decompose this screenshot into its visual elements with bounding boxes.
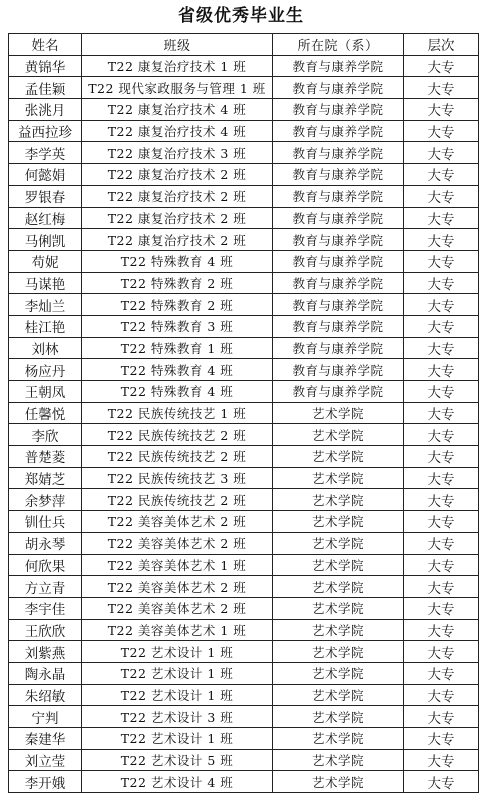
- level-cell: 大专: [404, 532, 479, 554]
- level-cell: 大专: [404, 771, 479, 793]
- level-cell: 大专: [404, 749, 479, 771]
- level-cell: 大专: [404, 554, 479, 576]
- college-cell: 艺术学院: [273, 532, 404, 554]
- class-cell: T22 艺术设计 1 班: [82, 662, 273, 684]
- level-cell: 大专: [404, 77, 479, 99]
- level-cell: 大专: [404, 337, 479, 359]
- level-cell: 大专: [404, 597, 479, 619]
- class-cell: T22 美容美体艺术 2 班: [82, 576, 273, 598]
- class-cell: T22 特殊教育 2 班: [82, 272, 273, 294]
- class-cell: T22 康复治疗技术 2 班: [82, 185, 273, 207]
- name-cell: 刘林: [9, 337, 82, 359]
- table-row: [9, 77, 479, 99]
- name-cell: 郑婧芝: [9, 467, 82, 489]
- class-cell: T22 特殊教育 4 班: [82, 381, 273, 403]
- name-cell: 苟妮: [9, 250, 82, 272]
- table-row: [9, 250, 479, 272]
- level-cell: 大专: [404, 294, 479, 316]
- class-cell: T22 康复治疗技术 2 班: [82, 229, 273, 251]
- college-cell: 艺术学院: [273, 597, 404, 619]
- table-row: [9, 532, 479, 554]
- name-cell: 李宇佳: [9, 597, 82, 619]
- table-row: [9, 164, 479, 186]
- class-cell: T22 美容美体艺术 1 班: [82, 619, 273, 641]
- table-row: [9, 771, 479, 793]
- class-cell: T22 艺术设计 1 班: [82, 684, 273, 706]
- level-cell: 大专: [404, 272, 479, 294]
- name-cell: 何懿娟: [9, 164, 82, 186]
- class-cell: T22 特殊教育 4 班: [82, 359, 273, 381]
- college-cell: 教育与康养学院: [273, 381, 404, 403]
- name-cell: 李学英: [9, 142, 82, 164]
- name-cell: 钏仕兵: [9, 511, 82, 533]
- level-cell: 大专: [404, 402, 479, 424]
- level-cell: 大专: [404, 120, 479, 142]
- name-cell: 李开娥: [9, 771, 82, 793]
- college-cell: 教育与康养学院: [273, 99, 404, 121]
- table-row: [9, 359, 479, 381]
- class-cell: T22 艺术设计 4 班: [82, 771, 273, 793]
- table-row: [9, 684, 479, 706]
- table-row: [9, 315, 479, 337]
- table-row: [9, 511, 479, 533]
- class-cell: T22 民族传统技艺 3 班: [82, 467, 273, 489]
- college-cell: 教育与康养学院: [273, 250, 404, 272]
- table-body: [9, 55, 479, 792]
- college-cell: 教育与康养学院: [273, 229, 404, 251]
- level-cell: 大专: [404, 446, 479, 468]
- name-cell: 王朝凤: [9, 381, 82, 403]
- name-cell: 赵红梅: [9, 207, 82, 229]
- class-cell: T22 康复治疗技术 4 班: [82, 120, 273, 142]
- class-cell: T22 美容美体艺术 2 班: [82, 511, 273, 533]
- table-row: [9, 55, 479, 77]
- name-cell: 益西拉珍: [9, 120, 82, 142]
- name-cell: 任馨悦: [9, 402, 82, 424]
- name-cell: 马谋艳: [9, 272, 82, 294]
- level-cell: 大专: [404, 359, 479, 381]
- table-row: [9, 619, 479, 641]
- level-cell: 大专: [404, 641, 479, 663]
- name-cell: 罗银春: [9, 185, 82, 207]
- level-cell: 大专: [404, 55, 479, 77]
- college-cell: 艺术学院: [273, 402, 404, 424]
- level-cell: 大专: [404, 250, 479, 272]
- college-cell: 教育与康养学院: [273, 120, 404, 142]
- table-row: [9, 272, 479, 294]
- table-row: [9, 597, 479, 619]
- name-cell: 普楚菱: [9, 446, 82, 468]
- name-cell: 杨应丹: [9, 359, 82, 381]
- class-cell: T22 康复治疗技术 3 班: [82, 142, 273, 164]
- class-cell: T22 特殊教育 2 班: [82, 294, 273, 316]
- college-cell: 艺术学院: [273, 749, 404, 771]
- header-college: 所在院（系）: [273, 34, 404, 56]
- class-cell: T22 艺术设计 1 班: [82, 728, 273, 750]
- class-cell: T22 康复治疗技术 4 班: [82, 99, 273, 121]
- class-cell: T22 艺术设计 1 班: [82, 641, 273, 663]
- graduates-table: [8, 33, 479, 793]
- table-row: [9, 99, 479, 121]
- table-row: [9, 381, 479, 403]
- table-row: [9, 402, 479, 424]
- name-cell: 李灿兰: [9, 294, 82, 316]
- class-cell: T22 美容美体艺术 2 班: [82, 597, 273, 619]
- name-cell: 王欣欣: [9, 619, 82, 641]
- class-cell: T22 民族传统技艺 1 班: [82, 402, 273, 424]
- level-cell: 大专: [404, 467, 479, 489]
- level-cell: 大专: [404, 619, 479, 641]
- name-cell: 桂江艳: [9, 315, 82, 337]
- class-cell: T22 民族传统技艺 2 班: [82, 446, 273, 468]
- college-cell: 艺术学院: [273, 576, 404, 598]
- college-cell: 教育与康养学院: [273, 294, 404, 316]
- name-cell: 宁判: [9, 706, 82, 728]
- class-cell: T22 康复治疗技术 2 班: [82, 164, 273, 186]
- name-cell: 陶永晶: [9, 662, 82, 684]
- college-cell: 教育与康养学院: [273, 164, 404, 186]
- table-header-row: [9, 34, 479, 56]
- class-cell: T22 美容美体艺术 1 班: [82, 554, 273, 576]
- college-cell: 艺术学院: [273, 554, 404, 576]
- level-cell: 大专: [404, 142, 479, 164]
- name-cell: 孟佳颖: [9, 77, 82, 99]
- college-cell: 艺术学院: [273, 771, 404, 793]
- table-row: [9, 229, 479, 251]
- college-cell: 艺术学院: [273, 706, 404, 728]
- college-cell: 艺术学院: [273, 489, 404, 511]
- level-cell: 大专: [404, 164, 479, 186]
- college-cell: 教育与康养学院: [273, 315, 404, 337]
- header-name: 姓名: [9, 34, 82, 56]
- class-cell: T22 民族传统技艺 2 班: [82, 489, 273, 511]
- college-cell: 艺术学院: [273, 684, 404, 706]
- header-level: 层次: [404, 34, 479, 56]
- college-cell: 教育与康养学院: [273, 337, 404, 359]
- level-cell: 大专: [404, 706, 479, 728]
- college-cell: 教育与康养学院: [273, 185, 404, 207]
- class-cell: T22 特殊教育 1 班: [82, 337, 273, 359]
- table-row: [9, 207, 479, 229]
- name-cell: 张洮月: [9, 99, 82, 121]
- name-cell: 李欣: [9, 424, 82, 446]
- table-row: [9, 554, 479, 576]
- level-cell: 大专: [404, 511, 479, 533]
- level-cell: 大专: [404, 489, 479, 511]
- level-cell: 大专: [404, 576, 479, 598]
- table-row: [9, 120, 479, 142]
- college-cell: 艺术学院: [273, 424, 404, 446]
- level-cell: 大专: [404, 99, 479, 121]
- table-row: [9, 749, 479, 771]
- college-cell: 教育与康养学院: [273, 272, 404, 294]
- level-cell: 大专: [404, 229, 479, 251]
- level-cell: 大专: [404, 207, 479, 229]
- level-cell: 大专: [404, 315, 479, 337]
- name-cell: 刘立莹: [9, 749, 82, 771]
- name-cell: 刘紫燕: [9, 641, 82, 663]
- college-cell: 教育与康养学院: [273, 142, 404, 164]
- table-row: [9, 337, 479, 359]
- table-row: [9, 185, 479, 207]
- level-cell: 大专: [404, 684, 479, 706]
- name-cell: 黄锦华: [9, 55, 82, 77]
- college-cell: 教育与康养学院: [273, 55, 404, 77]
- class-cell: T22 美容美体艺术 2 班: [82, 532, 273, 554]
- name-cell: 余梦萍: [9, 489, 82, 511]
- class-cell: T22 特殊教育 4 班: [82, 250, 273, 272]
- class-cell: T22 艺术设计 5 班: [82, 749, 273, 771]
- table-row: [9, 489, 479, 511]
- college-cell: 艺术学院: [273, 446, 404, 468]
- table-row: [9, 706, 479, 728]
- name-cell: 马俐凯: [9, 229, 82, 251]
- table-row: [9, 662, 479, 684]
- header-class: 班级: [82, 34, 273, 56]
- level-cell: 大专: [404, 728, 479, 750]
- college-cell: 艺术学院: [273, 728, 404, 750]
- class-cell: T22 特殊教育 3 班: [82, 315, 273, 337]
- name-cell: 方立青: [9, 576, 82, 598]
- level-cell: 大专: [404, 662, 479, 684]
- level-cell: 大专: [404, 424, 479, 446]
- college-cell: 教育与康养学院: [273, 77, 404, 99]
- table-row: [9, 467, 479, 489]
- class-cell: T22 艺术设计 3 班: [82, 706, 273, 728]
- name-cell: 何欣果: [9, 554, 82, 576]
- table-row: [9, 641, 479, 663]
- table-row: [9, 142, 479, 164]
- name-cell: 朱绍敏: [9, 684, 82, 706]
- class-cell: T22 民族传统技艺 2 班: [82, 424, 273, 446]
- college-cell: 艺术学院: [273, 511, 404, 533]
- class-cell: T22 康复治疗技术 1 班: [82, 55, 273, 77]
- level-cell: 大专: [404, 381, 479, 403]
- table-row: [9, 576, 479, 598]
- page-title: 省级优秀毕业生: [178, 6, 304, 26]
- level-cell: 大专: [404, 185, 479, 207]
- college-cell: 教育与康养学院: [273, 207, 404, 229]
- college-cell: 艺术学院: [273, 662, 404, 684]
- college-cell: 艺术学院: [273, 467, 404, 489]
- college-cell: 教育与康养学院: [273, 359, 404, 381]
- college-cell: 艺术学院: [273, 641, 404, 663]
- name-cell: 胡永琴: [9, 532, 82, 554]
- table-row: [9, 424, 479, 446]
- college-cell: 艺术学院: [273, 619, 404, 641]
- table-row: [9, 446, 479, 468]
- name-cell: 秦建华: [9, 728, 82, 750]
- class-cell: T22 现代家政服务与管理 1 班: [82, 77, 273, 99]
- class-cell: T22 康复治疗技术 2 班: [82, 207, 273, 229]
- table-row: [9, 294, 479, 316]
- table-row: [9, 728, 479, 750]
